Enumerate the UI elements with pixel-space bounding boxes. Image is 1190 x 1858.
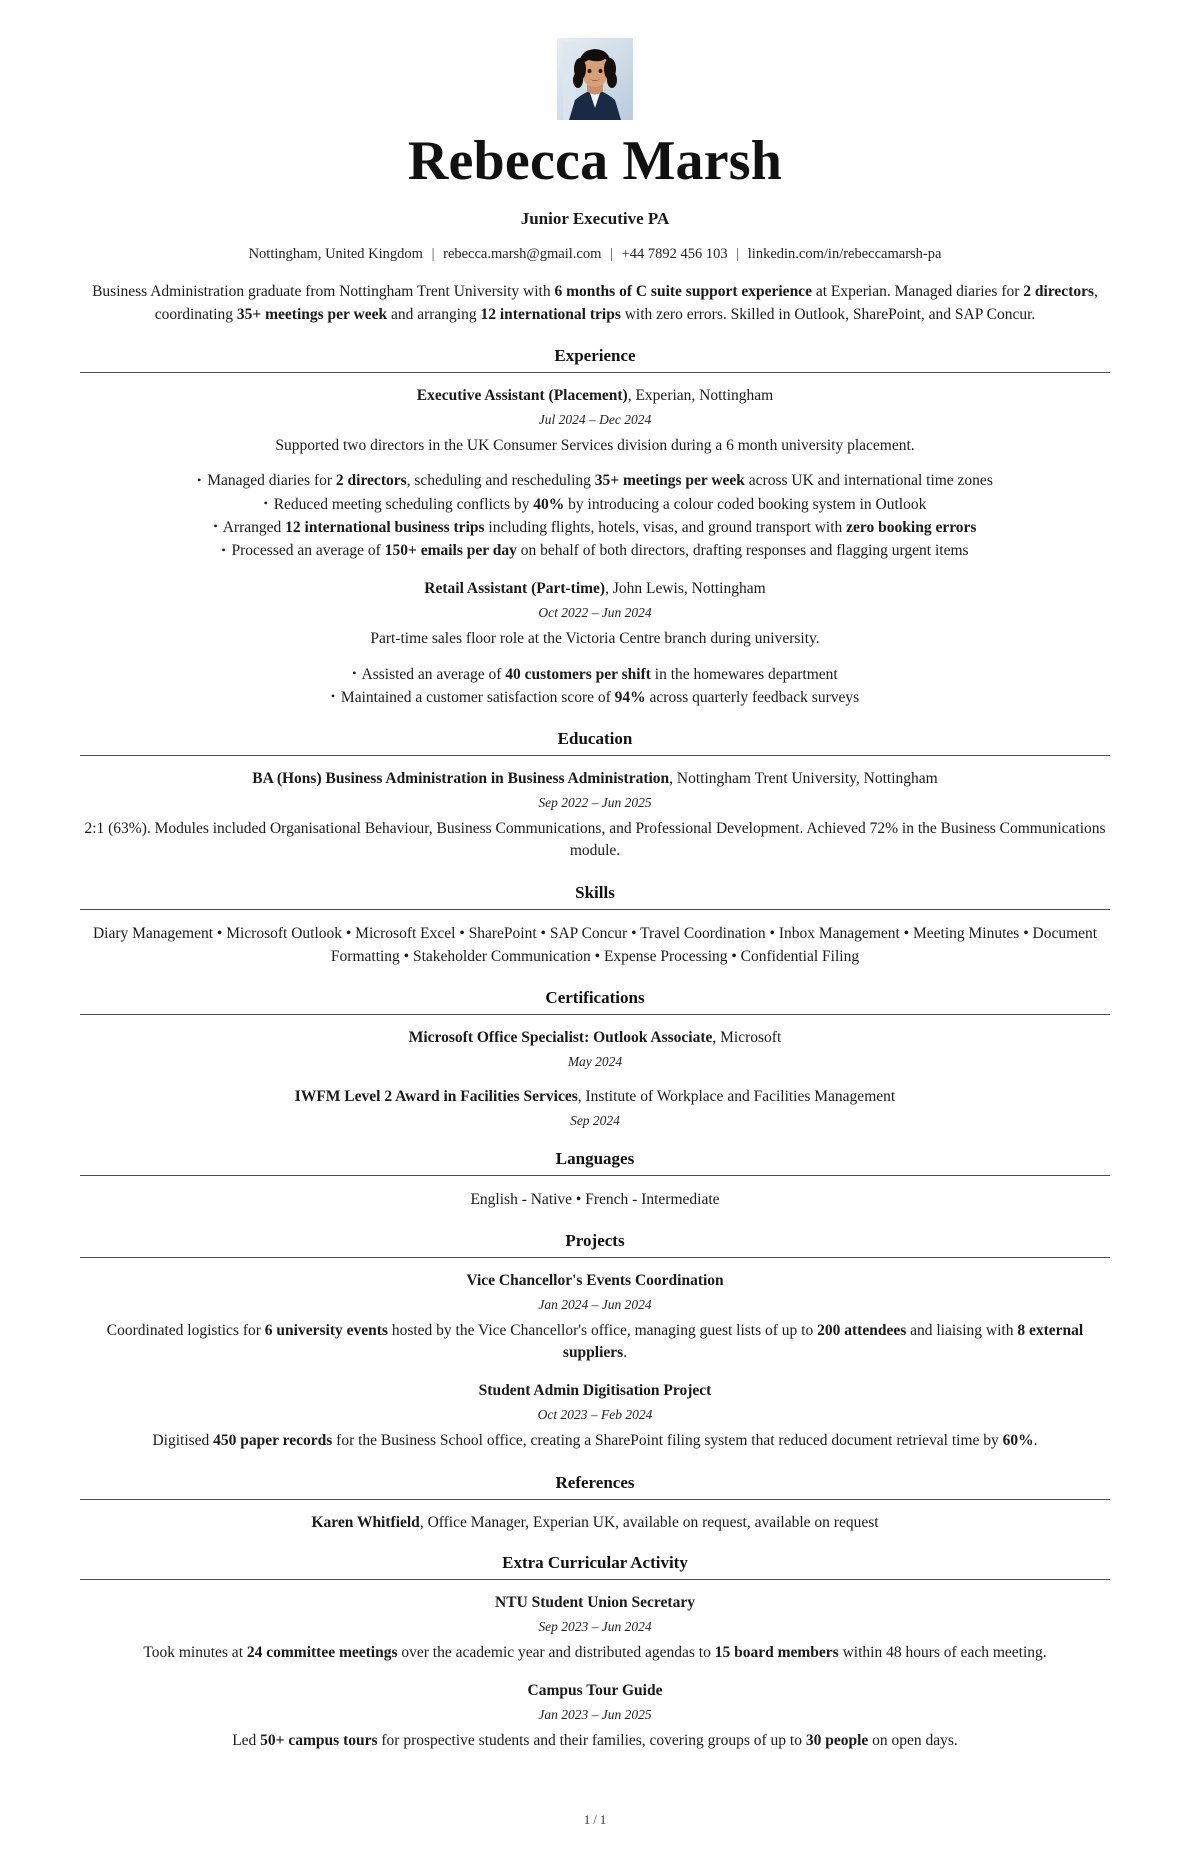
section-references [80, 1473, 1110, 1534]
section-title-skills: Skills [575, 882, 615, 902]
section-title-projects: Projects [565, 1230, 625, 1250]
entry-title: Campus Tour Guide [527, 1682, 663, 1700]
bullet-item: • Managed diaries for 2 directors, scheduling and rescheduling 35+ meetings per week across UK and international time zones [197, 472, 993, 490]
bullet-item: • Processed an average of 150+ emails per day on behalf of both directors, drafting responses and flagging urgent items [221, 542, 969, 560]
section-experience [80, 346, 1110, 709]
entry [80, 1086, 1110, 1129]
section-languages [80, 1149, 1110, 1211]
bullet-list [80, 663, 1110, 710]
entry [80, 385, 1110, 562]
entry-date: Sep 2024 [570, 1112, 620, 1128]
bullet-dot-icon: • [263, 496, 268, 511]
section-divider [80, 1499, 1110, 1500]
section-extra-curricular-activity [80, 1553, 1110, 1752]
section-divider [80, 755, 1110, 756]
contact-separator: | [610, 246, 613, 263]
bullet-item: • Maintained a customer satisfaction score of 94% across quarterly feedback surveys [330, 688, 860, 706]
entry-description: Led 50+ campus tours for prospective students and their families, covering groups of up to 30 people on open days. [232, 1732, 958, 1750]
contact-phone[interactable]: +44 7892 456 103 [621, 246, 728, 263]
bullet-dot-icon: • [221, 542, 226, 557]
section-title-languages: Languages [555, 1148, 635, 1168]
entry [80, 1512, 1110, 1534]
contact-separator: | [736, 246, 740, 263]
section-title-certifications: Certifications [545, 988, 645, 1008]
entry-title: Vice Chancellor's Events Coordination [466, 1271, 724, 1289]
entry-date: Oct 2022 – Jun 2024 [538, 605, 652, 621]
entry-date: Oct 2023 – Feb 2024 [537, 1407, 653, 1423]
page-title: Rebecca Marsh [407, 130, 783, 192]
section-education [80, 729, 1110, 863]
bullet-item: • Assisted an average of 40 customers per shift in the homewares department [352, 665, 838, 683]
entry-description: Part-time sales floor role at the Victoria Centre branch during university. [370, 630, 820, 648]
entry [80, 768, 1110, 863]
entry-title: NTU Student Union Secretary [495, 1594, 695, 1612]
languages-list: English - Native • French - Intermediate [470, 1190, 720, 1208]
bullet-dot-icon: • [330, 689, 336, 704]
bullet-list [80, 469, 1110, 562]
section-title-extra-curricular-activity: Extra Curricular Activity [502, 1553, 688, 1573]
entry-date: May 2024 [567, 1053, 623, 1069]
section-title-education: Education [557, 729, 633, 749]
entry-title: Microsoft Office Specialist: Outlook Associate, Microsoft [408, 1029, 782, 1047]
entry-date: Jan 2024 – Jun 2024 [538, 1296, 652, 1312]
section-skills [80, 883, 1110, 969]
profile-photo [557, 38, 633, 120]
entry-title: IWFM Level 2 Award in Facilities Services, Institute of Workplace and Facilities Management [294, 1087, 896, 1105]
section-divider [80, 372, 1110, 373]
contact-email[interactable]: rebecca.marsh@gmail.com [443, 246, 602, 263]
contact-linkedin[interactable]: linkedin.com/in/rebeccamarsh-pa [747, 246, 942, 263]
entry-title: Karen Whitfield, Office Manager, Experian UK, available on request, available on request [311, 1513, 879, 1531]
entry-title: Executive Assistant (Placement), Experian, Nottingham [416, 387, 774, 405]
entry [80, 1027, 1110, 1070]
entry-date: Jan 2023 – Jun 2025 [538, 1707, 652, 1723]
entry-title: Retail Assistant (Part-time), John Lewis, Nottingham [424, 580, 766, 598]
contact-separator: | [431, 246, 435, 263]
sections-container [80, 346, 1110, 1752]
contact-location: Nottingham, United Kingdom [248, 246, 423, 263]
section-divider [80, 909, 1110, 910]
bullet-dot-icon: • [352, 666, 357, 681]
section-projects [80, 1231, 1110, 1453]
photo-container [80, 38, 1110, 120]
resume-content [80, 38, 1110, 1838]
entry [80, 1380, 1110, 1452]
section-title-experience: Experience [554, 346, 636, 366]
professional-summary: Business Administration graduate from Nottingham Trent University with 6 months of C suite support experience at Experian. Managed diaries for 2 directors, coordinating 35+ meetings per week and arranging 12 international trips with zero errors. Skilled in Outlook, SharePoint, and SAP Concur. [92, 283, 1098, 323]
section-divider [80, 1257, 1110, 1258]
section-divider [80, 1014, 1110, 1015]
contact-line [80, 246, 1110, 263]
bullet-item: • Arranged 12 international business trips including flights, hotels, visas, and ground transport with zero booking errors [213, 518, 977, 536]
section-divider [80, 1175, 1110, 1176]
skills-list: Diary Management • Microsoft Outlook • Microsoft Excel • SharePoint • SAP Concur • Travel Coordination • Inbox Management • Meeting Minutes • Document Formatting • Stakeholder Communication • Expense Processing • Confidential Filing [92, 924, 1098, 965]
page-indicator: 1 / 1 [583, 1812, 607, 1827]
entry-date: Jul 2024 – Dec 2024 [538, 411, 652, 427]
entry-title: Student Admin Digitisation Project [478, 1382, 712, 1400]
section-title-references: References [555, 1472, 635, 1492]
entry [80, 1680, 1110, 1752]
entry-date: Sep 2023 – Jun 2024 [538, 1619, 652, 1635]
entry-title: BA (Hons) Business Administration in Business Administration, Nottingham Trent University, Nottingham [252, 770, 938, 788]
entry [80, 578, 1110, 709]
entry [80, 1592, 1110, 1664]
section-divider [80, 1579, 1110, 1580]
section-certifications [80, 988, 1110, 1128]
bullet-item: • Reduced meeting scheduling conflicts by 40% by introducing a colour coded booking system in Outlook [263, 495, 927, 513]
entry-description: Digitised 450 paper records for the Business School office, creating a SharePoint filing system that reduced document retrieval time by 60%. [152, 1432, 1038, 1450]
entry-date: Sep 2022 – Jun 2025 [538, 794, 652, 810]
bullet-dot-icon: • [197, 472, 202, 487]
entry-description: Supported two directors in the UK Consumer Services division during a 6 month university placement. [275, 436, 915, 454]
entry-description: 2:1 (63%). Modules included Organisational Behaviour, Business Communications, and Professional Development. Achieved 72% in the Business Communications module. [84, 819, 1106, 860]
entry-description: Coordinated logistics for 6 university events hosted by the Vice Chancellor's office, managing guest lists of up to 200 attendees and liaising with 8 external suppliers. [106, 1321, 1084, 1362]
bullet-dot-icon: • [213, 519, 218, 534]
job-headline: Junior Executive PA [520, 209, 670, 229]
entry-description: Took minutes at 24 committee meetings over the academic year and distributed agendas to 15 board members within 48 hours of each meeting. [143, 1644, 1047, 1662]
entry [80, 1270, 1110, 1365]
